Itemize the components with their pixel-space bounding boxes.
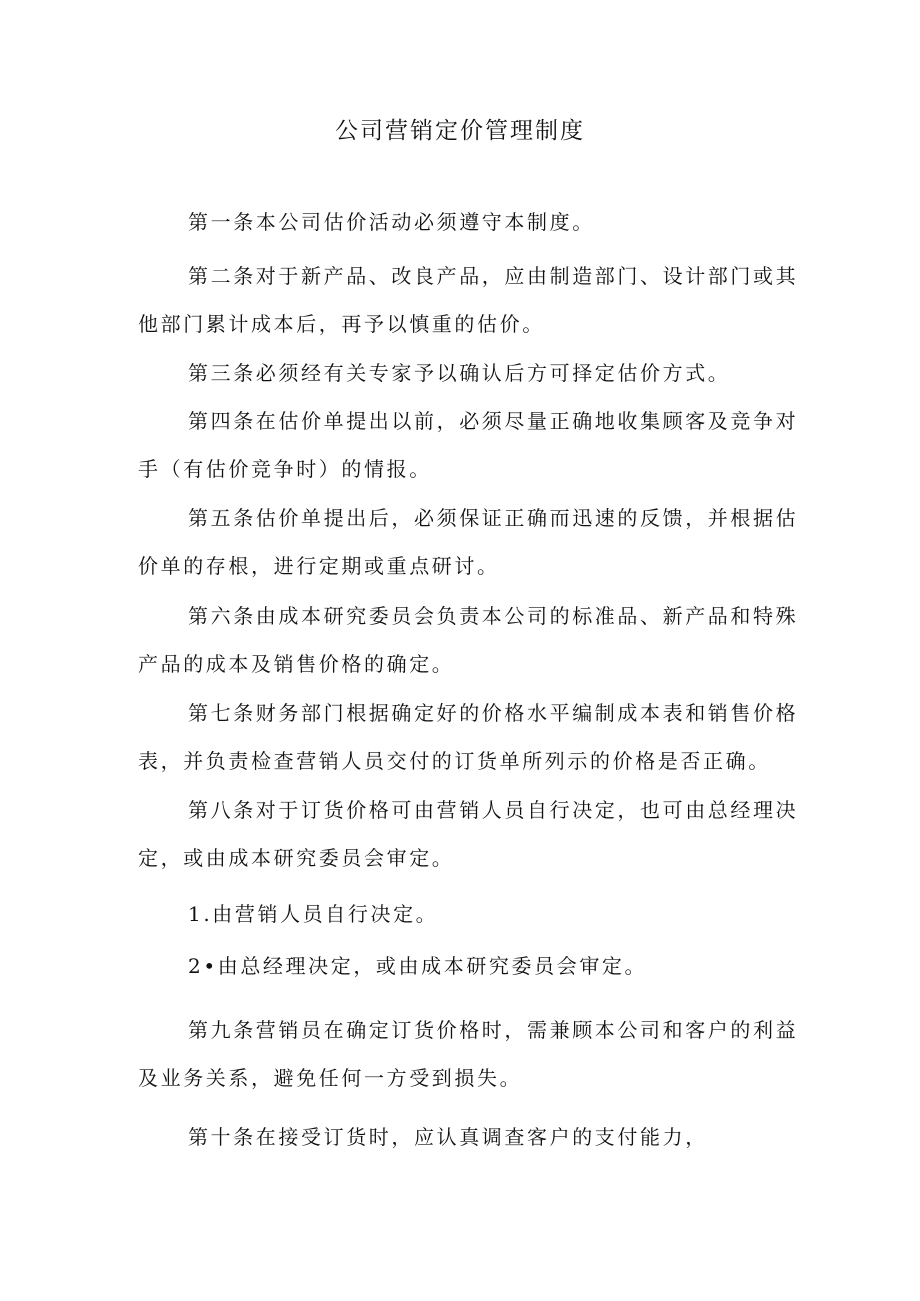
article-9: 第九条营销员在确定订货价格时，需兼顾本公司和客户的利益及业务关系，避免任何一方受到损失。 (138, 1018, 799, 1090)
list-item-2: 2•由总经理决定，或由成本研究委员会审定。 (188, 954, 648, 978)
document-title: 公司营销定价管理制度 (335, 118, 585, 144)
article-5: 第五条估价单提出后，必须保证正确而迅速的反馈，并根据估价单的存根，进行定期或重点研讨。 (138, 506, 799, 578)
article-1: 第一条本公司估价活动必须遵守本制度。 (188, 210, 595, 234)
article-3: 第三条必须经有关专家予以确认后方可择定估价方式。 (188, 361, 731, 385)
article-4: 第四条在估价单提出以前，必须尽量正确地收集顾客及竞争对手（有估价竞争时）的情报。 (138, 409, 799, 481)
article-8: 第八条对于订货价格可由营销人员自行决定，也可由总经理决定，或由成本研究委员会审定。 (138, 798, 799, 870)
article-7: 第七条财务部门根据确定好的价格水平编制成本表和销售价格表，并负责检查营销人员交付的订货单所列示的价格是否正确。 (138, 701, 799, 773)
article-2: 第二条对于新产品、改良产品，应由制造部门、设计部门或其他部门累计成本后，再予以慎重的估价。 (138, 264, 799, 336)
article-10: 第十条在接受订货时，应认真调查客户的支付能力， (188, 1125, 708, 1149)
article-6: 第六条由成本研究委员会负责本公司的标准品、新产品和特殊产品的成本及销售价格的确定。 (138, 604, 799, 676)
list-item-1: 1.由营销人员自行决定。 (188, 902, 439, 926)
